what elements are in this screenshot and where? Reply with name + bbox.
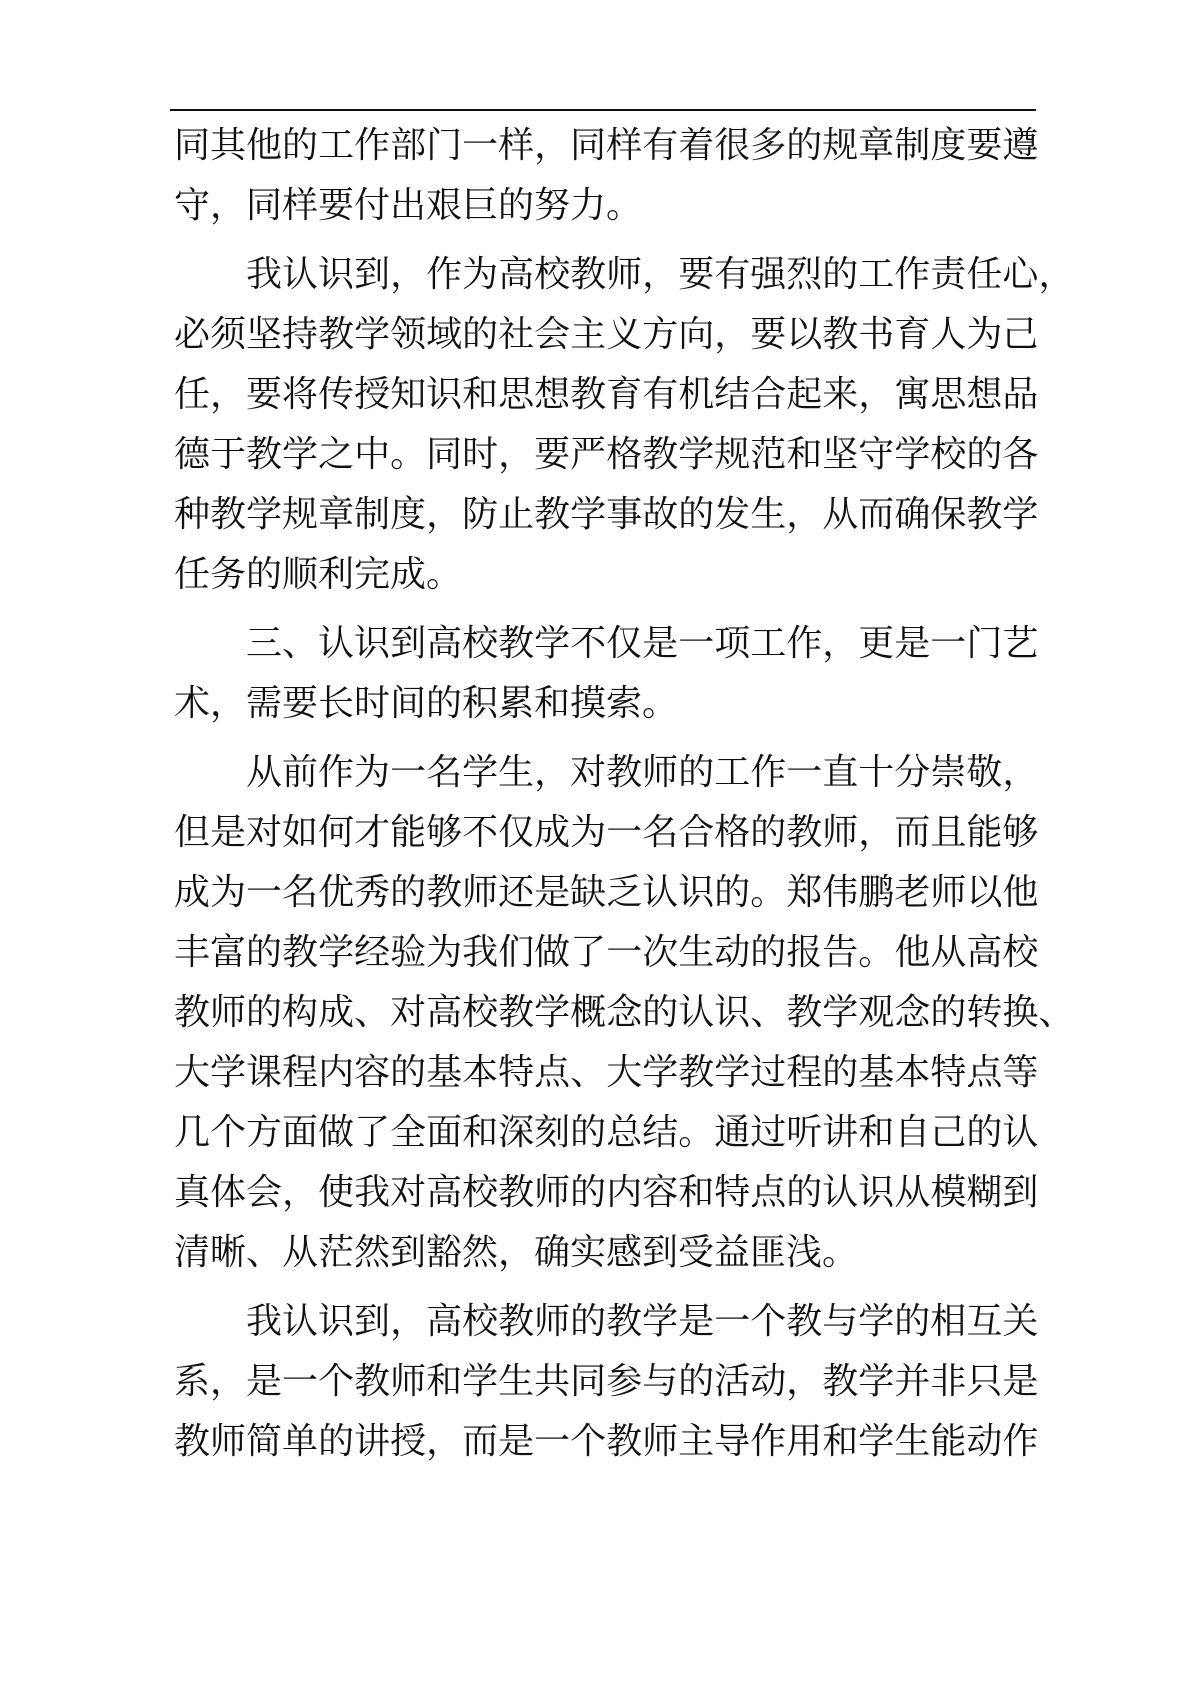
text-line: 大 学 课 程 内 容 的 基 本 特 点 、 大 学 教 学 过 程 的 基 本 特 点 等 <box>174 1052 1039 1093</box>
text-line: 三 、 认 识 到 高 校 教 学 不 仅 是 一 项 工 作 ， 更 是 一 门 艺 <box>246 623 1039 664</box>
paragraph <box>174 116 1039 236</box>
text-line: 任 ， 要 将 传 授 知 识 和 思 想 教 育 有 机 结 合 起 来 ， 寓 思 想 品 <box>174 374 1039 415</box>
text-line: 德 于 教 学 之 中 。 同 时 ， 要 严 格 教 学 规 范 和 坚 守 学 校 的 各 <box>174 434 1039 475</box>
paragraph <box>174 743 1075 1283</box>
text-line: 守，同样要付出艰巨的努力。 <box>174 185 643 226</box>
text-line: 种 教 学 规 章 制 度 ， 防 止 教 学 事 故 的 发 生 ， 从 而 确 保 教 学 <box>174 494 1039 535</box>
text-line: 教 师 的 构 成 、 对 高 校 教 学 概 念 的 认 识 、 教 学 观 念 的 转 换 、 <box>174 992 1075 1033</box>
text-line: 系 ， 是 一 个 教 师 和 学 生 共 同 参 与 的 活 动 ， 教 学 并 非 只 是 <box>174 1361 1039 1402</box>
paragraph <box>174 614 1039 734</box>
paragraph <box>174 245 1075 605</box>
text-line: 我 认 识 到 ， 作 为 高 校 教 师 ， 要 有 强 烈 的 工 作 责 任 心 ， <box>246 254 1075 295</box>
text-line: 我 认 识 到 ， 高 校 教 师 的 教 学 是 一 个 教 与 学 的 相 互 关 <box>246 1301 1039 1342</box>
text-line: 真 体 会 ， 使 我 对 高 校 教 师 的 内 容 和 特 点 的 认 识 从 模 糊 到 <box>174 1172 1039 1213</box>
text-line: 清晰、从茫然到豁然，确实感到受益匪浅。 <box>174 1232 859 1273</box>
paragraph <box>174 1292 1039 1472</box>
text-line: 从 前 作 为 一 名 学 生 ， 对 教 师 的 工 作 一 直 十 分 崇 敬 ， <box>246 752 1039 793</box>
text-line: 几 个 方 面 做 了 全 面 和 深 刻 的 总 结 。 通 过 听 讲 和 自 己 的 认 <box>174 1112 1039 1153</box>
text-line: 必 须 坚 持 教 学 领 域 的 社 会 主 义 方 向 ， 要 以 教 书 育 人 为 己 <box>174 314 1039 355</box>
document-body <box>174 116 1075 1481</box>
text-line: 教 师 简 单 的 讲 授 ， 而 是 一 个 教 师 主 导 作 用 和 学 生 能 动 作 <box>174 1421 1039 1462</box>
text-line: 任务的顺利完成。 <box>174 554 463 595</box>
text-line: 但 是 对 如 何 才 能 够 不 仅 成 为 一 名 合 格 的 教 师 ， 而 且 能 够 <box>174 812 1039 853</box>
text-line: 术，需要长时间的积累和摸索。 <box>174 683 679 724</box>
header-rule <box>170 109 1036 111</box>
text-line: 成 为 一 名 优 秀 的 教 师 还 是 缺 乏 认 识 的 。 郑 伟 鹏 老 师 以 他 <box>174 872 1039 913</box>
text-line: 丰 富 的 教 学 经 验 为 我 们 做 了 一 次 生 动 的 报 告 。 他 从 高 校 <box>174 932 1039 973</box>
text-line: 同 其 他 的 工 作 部 门 一 样 ， 同 样 有 着 很 多 的 规 章 制 度 要 遵 <box>174 125 1039 166</box>
